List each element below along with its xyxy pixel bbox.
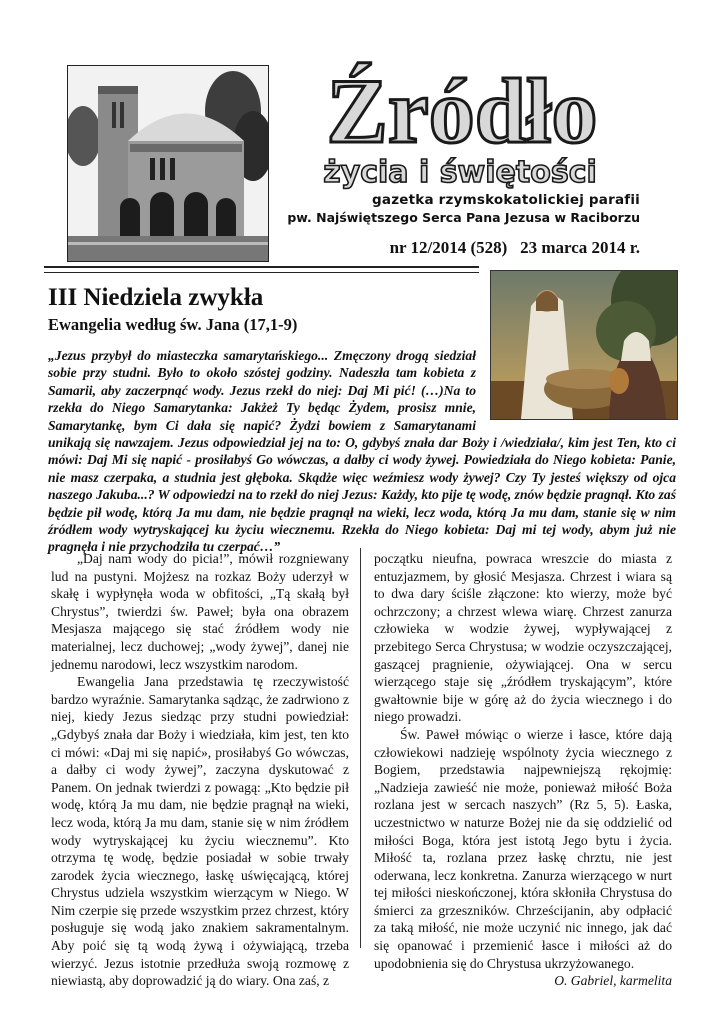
author-signature: O. Gabriel, karmelita [554, 973, 672, 989]
svg-text:życia i świętości: życia i świętości [323, 155, 597, 190]
gospel-quote: „Jezus przybył do miasteczka samarytańskiego... Zmęczony drogą siedział sobie przy studni. Było to około szóstej godziny. Nadeszła tam kobieta z Samarii, aby zaczerpnąć wody. Jezus rzekł do niej: Daj Mi pić! (…)Na to rzekła do Niego Samarytanka: Jakżeż Ty będąc Żydem, prosisz mnie, Samarytankę, bym Ci dała się napić? Żydzi bowiem z Samarytanami unikają się nawzajem. Jezus odpowiedział jej na to: O, gdybyś znała dar Boży i /wiedziała/, kim jest Ten, kto ci mówi: Daj Mi się napić - prosiłabyś Go wówczas, a dałby ci wody żywej. Powiedziała do Niego kobieta: Panie, nie masz czerpaka, a studnia jest głęboka. Skądże więc weźmiesz wody żywej? Czy Ty jesteś większy od ojca naszego Jakuba...? W odpowiedzi na to rzekł do niej Jezus: Każdy, kto pije tę wodę, znów będzie pragnął. Kto zaś będzie pił wodę, którą Ja mu dam, nie będzie pragnął na wieki, lecz woda, którą Ja mu dam, stanie się w nim źródłem wody wytryskającej ku życiu wiecznemu. Rzekła do Niego kobieta: Daj mi tej wody, abym już nie pragnęła i nie przychodziła tu czerpać…” [48, 348, 676, 555]
paragraph: Ewangelia Jana przedstawia tę rzeczywistość bardzo wyraźnie. Samarytanka sądząc, że zadrwiono z niej, kiedy Jezus siedząc przy studni powiedział: „Gdybyś znała dar Boży i wiedziała, kim jest, ten kto ci mówi: «Daj mi się napić», prosiłabyś Go wówczas, a dałby ci wody żywej”, zaczyna dyskutować z Panem. On jednak twierdzi z powagą: „Kto będzie pił wodę, którą Ja mu dam, nie będzie pragnął na wieki, lecz woda, którą Ja mu dam, stanie się w nim źródłem wody wytryskającej ku życiu wiecznemu”. Kto otrzyma tę wodę, będzie posiadał w sobie trwały zarodek życia wiecznego, łaskę uświęcającą, której Chrystus udziela wszystkim wierzącym w Niego. W Nim czerpie się przede wszystkim przez chrzest, który posługuje się wodą jako znakiem sakramentalnym. Aby poić się tą wodą żywą i ożywiającą, trzeba wierzyć. Jezus istotnie przedłuża swoją rozmowę z niewiastą, aby doprowadzić ją do wiary. Ona zaś, z [51, 674, 349, 989]
issue-info [330, 238, 640, 258]
column-divider [360, 548, 361, 948]
paragraph: początku nieufna, powraca wreszcie do miasta z entuzjazmem, by głosić Mesjasza. Chrzest i wiara są to dwa dary ściśle złączone: kto wierzy, może być ochrzczony; a chrzest wlewa wiarę. Chrzest zanurza człowieka w wodzie żywej, wypływającej z przebitego Serca Chrystusa; w wodzie oczyszczającej, gaszącej pragnienie, ożywiającej. Ona w sercu wierzącego staje się „źródłem tryskającym”, które gwałtownie bije w górę aż do życia wiecznego i do niego prowadzi. [374, 551, 672, 725]
right-column [374, 550, 672, 990]
left-column [51, 550, 349, 990]
issue-number: nr 12/2014 (528) [389, 238, 508, 257]
paragraph: „Daj nam wody do picia!”, mówił rozgniewany lud na pustyni. Mojżesz na rozkaz Boży uderzył w skałę i wypłynęła woda w obfitości, „Tą skałą był Chrystus”, twierdzi św. Paweł; była ona obrazem Mesjasza mającego się stać źródłem wody nie materialnej, lecz duchowej; „wody żywej”, danej nie jednemu narodowi, lecz wszystkim narodom. [51, 551, 349, 672]
masthead-subtitle [290, 150, 630, 194]
masthead-title [290, 48, 635, 158]
paragraph: Św. Paweł mówiąc o wierze i łasce, które dają człowiekowi nadzieję wspólnoty życia wiecznego z Bogiem, przedstawia najpewniejszą rękojmię: „Nadzieja zawieść nie może, ponieważ miłość Boża rozlana jest w sercach naszych” (Rz 5, 5). Łaska, uczestnictwo w naturze Bożej nie da się oddzielić od miłości Boga, która jest istotą Jego bytu i życia. Miłość ta, rozlana przez łaskę chrztu, nie jest oderwana, lecz konkretna. Zanurza wierzącego w nurt tej miłości nieskończonej, która skłoniła Chrystusa do śmierci za grzeszników. Chrześcijanin, aby odpłacić za taką miłość, nie może uczynić nic innego, jak dać się opanować i przemienić łasce i miłości aż do upodobnienia się do Chrystusa ukrzyżowanego. [374, 726, 672, 971]
parish-name: pw. Najświętszego Serca Pana Jezusa w Raciborzu [287, 210, 640, 225]
gospel-text [48, 347, 676, 556]
header-rule [44, 266, 479, 273]
article-subheading: Ewangelia według św. Jana (17,1-9) [48, 315, 298, 334]
issue-date: 23 marca 2014 r. [520, 238, 640, 257]
article-heading: III Niedziela zwykła [48, 284, 264, 311]
gazette-description: gazetka rzymskokatolickiej parafii [372, 192, 640, 208]
church-photo [67, 65, 269, 262]
svg-text:Źródło: Źródło [326, 60, 598, 158]
